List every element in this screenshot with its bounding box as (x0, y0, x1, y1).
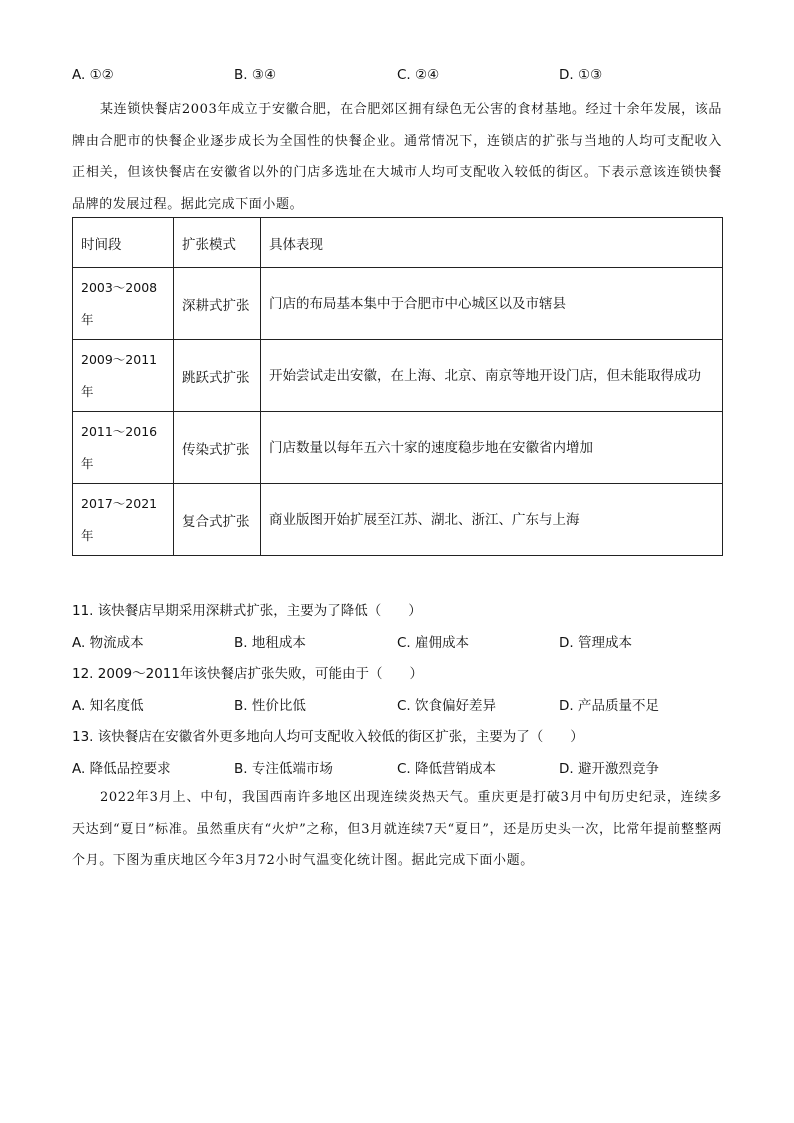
question-12-options (72, 694, 722, 716)
row-detail: 商业版图开始扩展至江苏、湖北、浙江、广东与上海 (261, 484, 723, 556)
header-period: 时间段 (73, 218, 174, 268)
q12-option-a: A. 知名度低 (72, 698, 144, 714)
table-row (73, 412, 723, 484)
row-mode: 复合式扩张 (174, 484, 261, 556)
q11-option-d: D. 管理成本 (559, 635, 632, 651)
intro-paragraph (72, 94, 722, 220)
q10-option-c: C. ②④ (397, 67, 440, 83)
q10-option-d: D. ①③ (559, 67, 603, 83)
row-period: 2017～2021年 (73, 484, 174, 556)
q10-options (72, 67, 722, 89)
question-13-stem: 13. 该快餐店在安徽省外更多地向人均可支配收入较低的街区扩张，主要为了（ ） (72, 729, 584, 745)
weather-paragraph-text: 2022年3月上、中旬，我国西南许多地区出现连续炎热天气。重庆更是打破3月中旬历史纪录，连续多天达到“夏日”标准。虽然重庆有“火炉”之称，但3月就连续7天“夏日”，还是历史头一次，比常年提前整整两个月。下图为重庆地区今年3月72小时气温变化统计图。据此完成下面小题。 (72, 790, 722, 868)
question-13-options (72, 757, 722, 779)
q13-option-a: A. 降低品控要求 (72, 761, 171, 777)
q11-option-c: C. 雇佣成本 (397, 635, 470, 651)
row-mode: 传染式扩张 (174, 412, 261, 484)
row-period: 2011～2016年 (73, 412, 174, 484)
question-12-stem: 12. 2009～2011年该快餐店扩张失败，可能由于（ ） (72, 666, 423, 682)
table-header-row (73, 218, 723, 268)
row-period: 2009～2011年 (73, 340, 174, 412)
q13-option-d: D. 避开激烈竞争 (559, 761, 659, 777)
q11-option-a: A. 物流成本 (72, 635, 144, 651)
question-11-stem: 11. 该快餐店早期采用深耕式扩张，主要为了降低（ ） (72, 603, 422, 619)
expansion-table (72, 217, 723, 556)
table-row (73, 340, 723, 412)
q12-option-d: D. 产品质量不足 (559, 698, 659, 714)
question-11-options (72, 631, 722, 653)
table-row (73, 268, 723, 340)
q11-option-b: B. 地租成本 (234, 635, 306, 651)
row-period: 2003～2008年 (73, 268, 174, 340)
row-mode: 跳跃式扩张 (174, 340, 261, 412)
q10-option-b: B. ③④ (234, 67, 277, 83)
q12-option-c: C. 饮食偏好差异 (397, 698, 497, 714)
q10-option-a: A. ①② (72, 67, 114, 83)
q12-option-b: B. 性价比低 (234, 698, 306, 714)
table-row (73, 484, 723, 556)
row-detail: 门店的布局基本集中于合肥市中心城区以及市辖县 (261, 268, 723, 340)
header-mode: 扩张模式 (174, 218, 261, 268)
q13-option-b: B. 专注低端市场 (234, 761, 333, 777)
row-detail: 开始尝试走出安徽，在上海、北京、南京等地开设门店，但未能取得成功 (261, 340, 723, 412)
header-detail: 具体表现 (261, 218, 723, 268)
q13-option-c: C. 降低营销成本 (397, 761, 497, 777)
weather-paragraph (72, 782, 722, 877)
intro-paragraph-text: 某连锁快餐店2003年成立于安徽合肥，在合肥郊区拥有绿色无公害的食材基地。经过十余年发展，该品牌由合肥市的快餐企业逐步成长为全国性的快餐企业。通常情况下，连锁店的扩张与当地的人均可支配收入正相关，但该快餐店在安徽省以外的门店多选址在大城市人均可支配收入较低的街区。下表示意该连锁快餐品牌的发展过程。据此完成下面小题。 (72, 102, 722, 212)
row-detail: 门店数量以每年五六十家的速度稳步地在安徽省内增加 (261, 412, 723, 484)
row-mode: 深耕式扩张 (174, 268, 261, 340)
